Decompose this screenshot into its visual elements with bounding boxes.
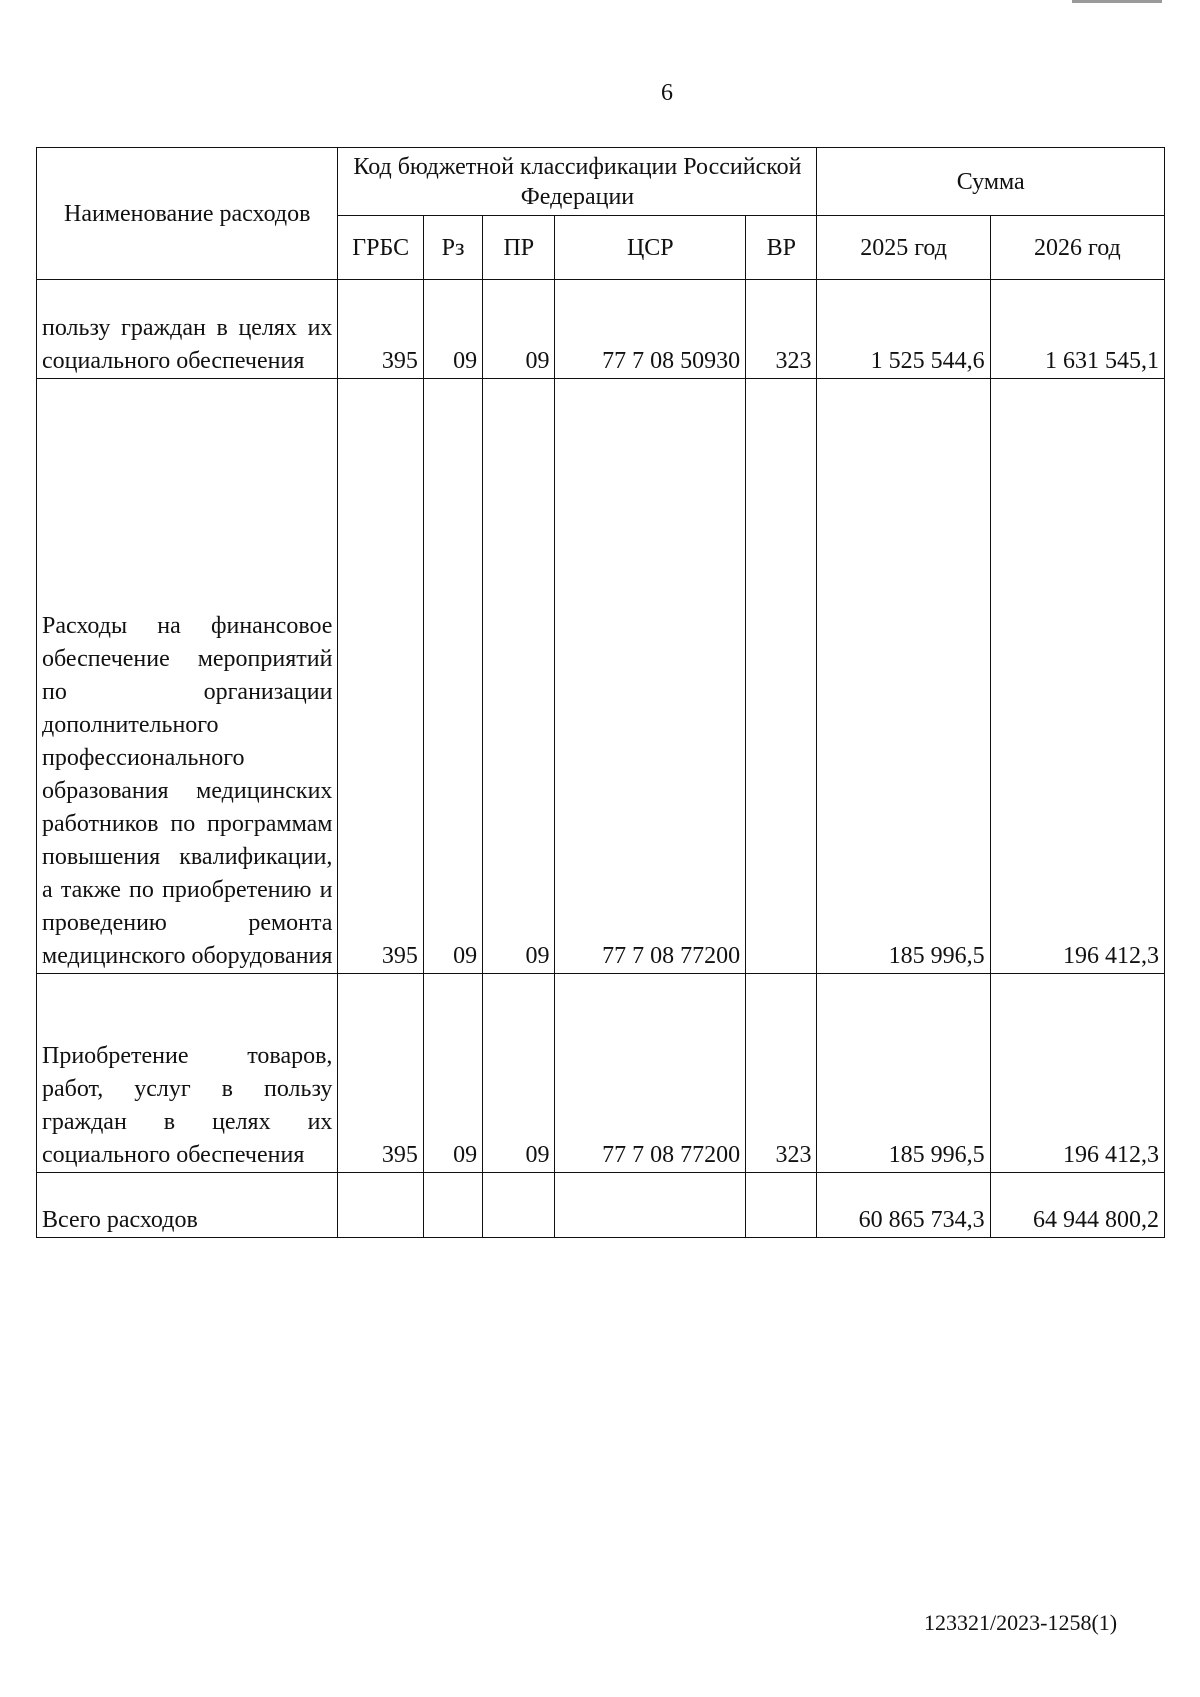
sum-2026-cell: 1 631 545,1 xyxy=(990,280,1164,379)
header-sum-group: Сумма xyxy=(817,148,1165,216)
grbs-cell: 395 xyxy=(338,379,423,974)
empty-cell xyxy=(483,1173,555,1238)
rz-cell: 09 xyxy=(423,280,482,379)
expense-name: Приобретение товаров, работ, услуг в пользу граждан в целях их социального обеспечения xyxy=(37,974,338,1173)
pr-cell: 09 xyxy=(483,280,555,379)
header-pr: ПР xyxy=(483,216,555,280)
empty-cell xyxy=(746,1173,817,1238)
empty-cell xyxy=(338,1173,423,1238)
sum-2025-cell: 185 996,5 xyxy=(817,379,990,974)
total-label: Всего расходов xyxy=(37,1173,338,1238)
empty-cell xyxy=(555,1173,746,1238)
header-row-1 xyxy=(37,148,1165,216)
table-row xyxy=(37,379,1165,974)
rz-cell: 09 xyxy=(423,974,482,1173)
header-code-group: Код бюджетной классификации Российской Федерации xyxy=(338,148,817,216)
header-2026: 2026 год xyxy=(990,216,1164,280)
csr-cell: 77 7 08 77200 xyxy=(555,974,746,1173)
header-rz: Рз xyxy=(423,216,482,280)
vr-cell xyxy=(746,379,817,974)
sum-2026-cell: 196 412,3 xyxy=(990,974,1164,1173)
pr-cell: 09 xyxy=(483,974,555,1173)
total-row xyxy=(37,1173,1165,1238)
sum-2025-cell: 185 996,5 xyxy=(817,974,990,1173)
empty-cell xyxy=(423,1173,482,1238)
budget-table xyxy=(36,147,1165,1238)
header-2025: 2025 год xyxy=(817,216,990,280)
sum-2026-cell: 196 412,3 xyxy=(990,379,1164,974)
page-number: 6 xyxy=(661,80,673,106)
csr-cell: 77 7 08 77200 xyxy=(555,379,746,974)
vr-cell: 323 xyxy=(746,974,817,1173)
table-row xyxy=(37,974,1165,1173)
vr-cell: 323 xyxy=(746,280,817,379)
header-name: Наименование расходов xyxy=(37,148,338,280)
grbs-cell: 395 xyxy=(338,974,423,1173)
header-vr: ВР xyxy=(746,216,817,280)
header-csr: ЦСР xyxy=(555,216,746,280)
table-row xyxy=(37,280,1165,379)
expense-name: пользу граждан в целях их социального обеспечения xyxy=(37,280,338,379)
sum-2025-cell: 1 525 544,6 xyxy=(817,280,990,379)
csr-cell: 77 7 08 50930 xyxy=(555,280,746,379)
pr-cell: 09 xyxy=(483,379,555,974)
header-grbs: ГРБС xyxy=(338,216,423,280)
scan-mark xyxy=(1072,0,1162,3)
total-2026-cell: 64 944 800,2 xyxy=(990,1173,1164,1238)
grbs-cell: 395 xyxy=(338,280,423,379)
rz-cell: 09 xyxy=(423,379,482,974)
expense-name: Расходы на финансовое обеспечение мероприятий по организации дополнительного профессионального образования медицинских работников по программам повышения квалификации, а также по приобретению и проведению ремонта медицинского оборудования xyxy=(37,379,338,974)
total-2025-cell: 60 865 734,3 xyxy=(817,1173,990,1238)
document-number: 123321/2023-1258(1) xyxy=(924,1610,1118,1635)
